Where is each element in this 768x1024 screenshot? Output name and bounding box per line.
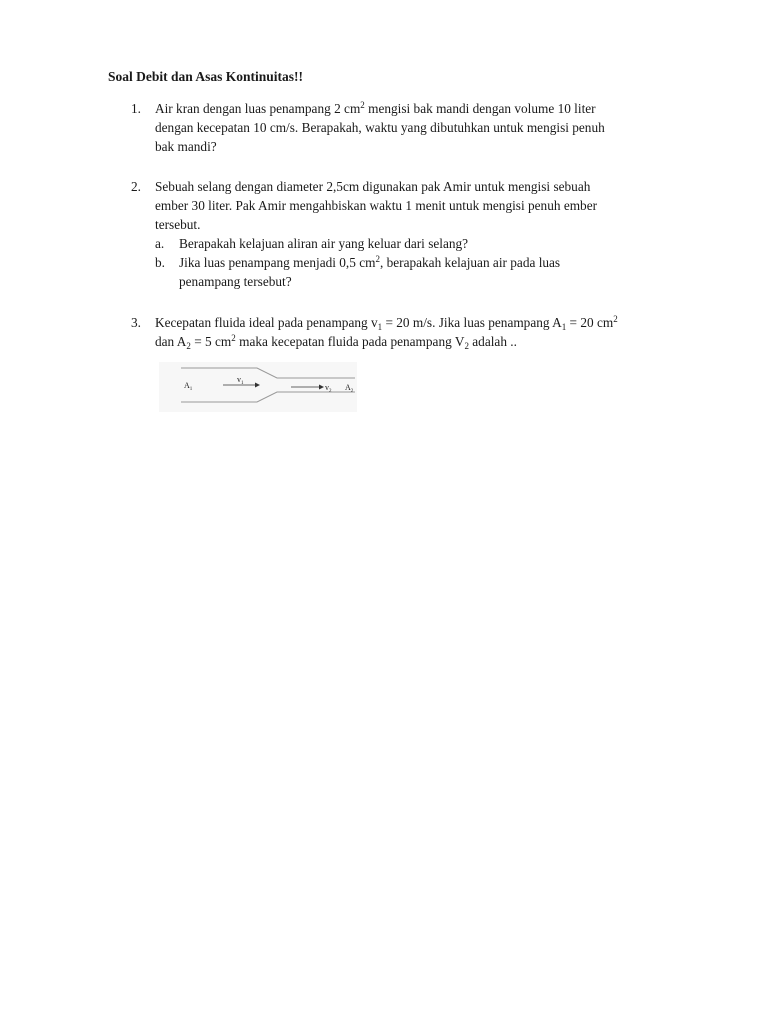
question-line: dan $A_2 = 5$ $cm^2$ maka kecepatan fluida pada penampang $V_2$ adalah .. [155, 333, 517, 351]
question-line: Kecepatan fluida ideal pada penampang $v_1 = 20$ m/s. Jika luas penampang $A_1 = 20$ $cm^2$ [155, 314, 618, 332]
question-line: Sebuah selang dengan diameter 2,5cm digunakan pak Amir untuk mengisi sebuah [155, 179, 591, 194]
question-line: Air kran dengan luas penampang 2 $cm^2$ mengisi bak mandi dengan volume 10 liter [155, 100, 596, 116]
question-body [155, 177, 695, 234]
sub-question-text: Berapakah kelajuan aliran air yang keluar dari selang? [179, 236, 469, 251]
pipe-diagram-svg [159, 362, 357, 412]
question-body [155, 99, 695, 156]
label-v2: $v_2$ [325, 383, 332, 394]
question-line: ember 30 liter. Pak Amir mengahbiskan waktu 1 menit untuk mengisi penuh ember [155, 198, 598, 213]
label-a2: $A_2$ [345, 383, 354, 394]
label-v1: $v_1$ [237, 375, 244, 386]
question-number: 3. [131, 315, 141, 330]
pipe-diagram [159, 362, 357, 412]
page-title: Soal Debit dan Asas Kontinuitas!! [108, 69, 304, 84]
sub-question-letter: a. [155, 236, 165, 251]
question-body [155, 313, 695, 351]
label-a1: $A_1$ [184, 381, 193, 392]
question-number: 1. [131, 101, 141, 116]
sub-question-text: Jika luas penampang menjadi 0,5 $cm^2$, berapakah kelajuan air pada luas penampang tersebut? [179, 254, 561, 289]
question-line: bak mandi? [155, 139, 217, 154]
question-line: dengan kecepatan 10 cm/s. Berapakah, waktu yang dibutuhkan untuk mengisi penuh [155, 120, 605, 135]
question-number: 2. [131, 179, 141, 194]
sub-question-letter: b. [155, 255, 165, 270]
question-line: tersebut. [155, 217, 201, 232]
